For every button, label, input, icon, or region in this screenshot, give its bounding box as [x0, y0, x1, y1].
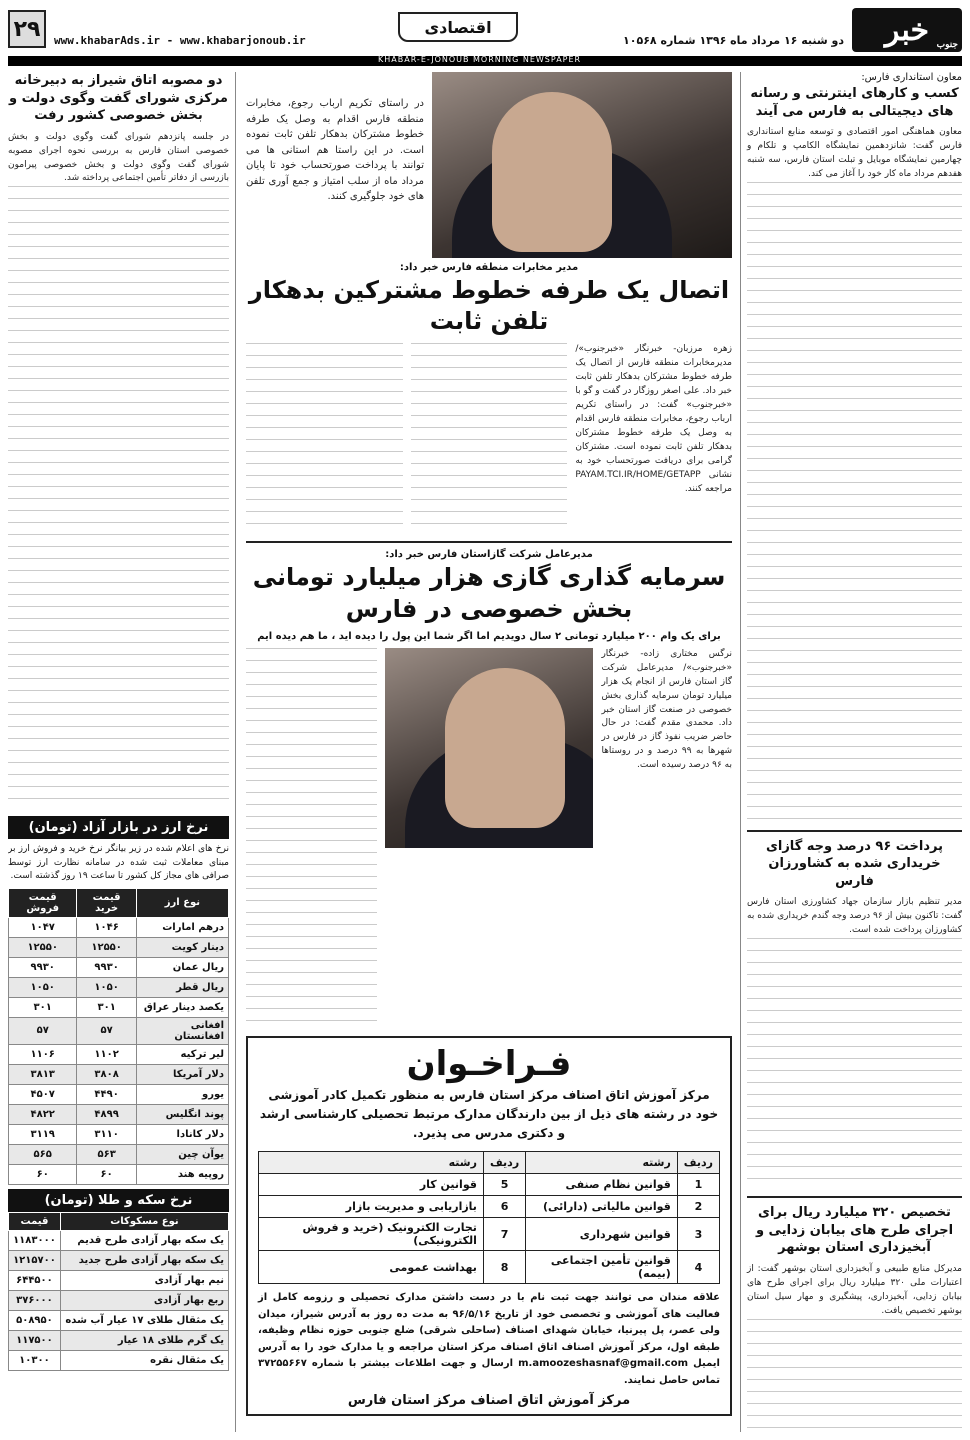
currency-name: دلار کانادا: [136, 1124, 228, 1144]
masthead: [8, 8, 962, 54]
table-header: رشته: [259, 1152, 484, 1174]
field-number: 5: [483, 1174, 525, 1196]
table-row: [9, 1017, 229, 1044]
article-body-lines: [8, 186, 229, 806]
table-row: [9, 1124, 229, 1144]
currency-name: ریال عمان: [136, 957, 228, 977]
coin-price: ۵۰۸۹۵۰: [9, 1310, 61, 1330]
article-body-column: زهره مرزبان- خبرنگار «خبرجنوب»/ مدیرمخابرات منطقه فارس از اتصال یک طرفه خطوط مشترکان بدهکار تلفن ثابت خبر داد. علی اصغر روزگار در گفت و گو با «خبرجنوب» گفت: در راستای تکریم ارباب رجوع، مخابرات منطقه فارس اقدام به وصل یک طرفه خطوط مشترکان بدهکار تلفن ثابت نموده است. مشترکان گرامی برای دریافت صورتحساب خود به نشانی PAYAM.TCI.IR/HOME/GETAPP مراجعه کنند.: [575, 344, 732, 494]
currency-buy: ۱۰۵۰: [77, 977, 136, 997]
coin-price: ۱۲۱۵۷۰۰: [9, 1250, 61, 1270]
field-number: 8: [483, 1251, 525, 1284]
field-number: 4: [677, 1251, 719, 1284]
table-header: ردیف: [677, 1152, 719, 1174]
right-column: [740, 72, 962, 1432]
currency-sell: ۳۱۱۹: [9, 1124, 77, 1144]
coin-name: یک سکه بهار آزادی طرح قدیم: [60, 1230, 228, 1250]
coin-price: ۳۷۶۰۰۰: [9, 1290, 61, 1310]
article-headline: کسب و کارهای اینترنتی و رسانه های دیجیتالی به فارس می آیند: [750, 86, 959, 119]
middle-column: [246, 72, 732, 1432]
coin-name: یک مثقال طلای ۱۷ عیار آب شده: [60, 1310, 228, 1330]
currency-buy: ۳۱۱۰: [77, 1124, 136, 1144]
photo-face: [445, 668, 565, 828]
currency-sell: ۶۰: [9, 1164, 77, 1184]
field-name: قوانین شهرداری: [526, 1218, 678, 1251]
field-name: قوانین کار: [259, 1174, 484, 1196]
issue-info: دو شنبه ۱۶ مرداد ماه ۱۳۹۶ شماره ۱۰۵۶۸: [623, 34, 844, 47]
divider: [747, 1196, 962, 1198]
field-name: قوانین مالیاتی (دارائی): [526, 1196, 678, 1218]
logo-text: خبر: [884, 12, 930, 48]
table-row: [9, 1164, 229, 1184]
coin-name: یک گرم طلای ۱۸ عیار: [60, 1330, 228, 1350]
table-header: قیمت فروش: [9, 888, 77, 917]
ad-note-end: ارسال و جهت اطلاعات بیشتر با شماره ۳۷۲۵۵۶۶۷ تماس حاصل نمایند.: [258, 1358, 720, 1386]
table-header: نوع مسکوکات: [60, 1212, 228, 1230]
currency-sell: ۱۲۵۵۰: [9, 937, 77, 957]
table-row: [9, 917, 229, 937]
field-name: بهداشت عمومی: [259, 1251, 484, 1284]
coin-name: ربع بهار آزادی: [60, 1290, 228, 1310]
article-body-lines: [747, 1319, 962, 1432]
currency-sell: ۵۶۵: [9, 1144, 77, 1164]
table-row: [9, 1104, 229, 1124]
table-row: [9, 937, 229, 957]
field-number: 7: [483, 1218, 525, 1251]
currency-buy: ۳۰۱: [77, 997, 136, 1017]
currency-name: دینار کویت: [136, 937, 228, 957]
table-row: [9, 1084, 229, 1104]
table-header: رشته: [526, 1152, 678, 1174]
table-row: [9, 1270, 229, 1290]
article-body: [246, 343, 732, 533]
table-header: قیمت: [9, 1212, 61, 1230]
coin-price: ۶۴۴۵۰۰: [9, 1270, 61, 1290]
currency-buy: ۴۴۹۰: [77, 1084, 136, 1104]
currency-note: نرخ های اعلام شده در زیر بیانگر نرخ خرید و فروش ارز بر مبنای معاملات ثبت شده در سامانه نظارت ارز توسط صرافی های مجاز کل کشور تا ساعت ۱۹ روز گذشته است.: [8, 844, 229, 882]
table-header: نوع ارز: [136, 888, 228, 917]
article-kicker: مدیر مخابرات منطقه فارس خبر داد:: [399, 262, 579, 273]
currency-sell: ۱۰۵۰: [9, 977, 77, 997]
coin-price: ۱۰۳۰۰: [9, 1350, 61, 1370]
official-photo: [432, 72, 732, 258]
section-title: اقتصادی: [398, 12, 518, 42]
table-row: [9, 1230, 229, 1250]
currency-sell: ۱۱۰۶: [9, 1044, 77, 1064]
left-column: [8, 72, 236, 1432]
logo-sub: جنوب: [936, 40, 958, 50]
field-name: قوانین نظام صنفی: [526, 1174, 678, 1196]
ad-note-text: علاقه مندان می توانند جهت ثبت نام با در دست داشتن مدارک تحصیلی و رزومه کامل از فعالیت های آموزشی و تخصصی خود از تاریخ ۹۶/۵/۱۶ به مدت ده روز به آدرس شیراز، میدان ولی عصر، پل پیرنیا، خیابان شهدای اصناف (ساحلی شرقی) ضلع جنوبی حوزه نظام وظیفه، طبقه اول، مرکز آموزش اصناف اتاق اصناف مرکز استان مراجعه و یا مدارک خود را به آدرس ایمیل: [258, 1292, 720, 1370]
currency-buy: ۱۱۰۲: [77, 1044, 136, 1064]
currency-buy: ۵۶۳: [77, 1144, 136, 1164]
divider: [747, 830, 962, 832]
currency-sell: ۳۰۱: [9, 997, 77, 1017]
coin-price: ۱۱۷۵۰۰: [9, 1330, 61, 1350]
currency-name: پوند انگلیس: [136, 1104, 228, 1124]
newspaper-logo: [852, 8, 962, 52]
article-body: معاون هماهنگی امور اقتصادی و توسعه منابع استانداری فارس گفت: شانزدهمین نمایشگاه الکامپ و تلکام و چهارمین نمایشگاه موبایل و تبلت استان فارس، سه شنبه هفدهم مرداد ماه کار خود را آغاز می کند.: [747, 127, 962, 179]
ad-note: [258, 1290, 720, 1389]
table-row: [259, 1174, 720, 1196]
article-body: در جلسه پانزدهم شورای گفت وگوی دولت و بخش خصوصی استان فارس به بررسی نحوه اجرای مصوبه شورای گفت وگوی دولت و بخش خصوصی پیرامون بازرسی از دفاتر تأمین اجتماعی پرداخته شد.: [8, 131, 229, 184]
currency-buy: ۶۰: [77, 1164, 136, 1184]
article-subkicker: برای یک وام ۲۰۰ میلیارد تومانی ۲ سال دویدیم اما اگر شما این پول را دیده اید ، ما هم دیده ایم: [257, 630, 721, 642]
field-number: 1: [677, 1174, 719, 1196]
table-row: [9, 957, 229, 977]
currency-name: لیر ترکیه: [136, 1044, 228, 1064]
gold-title: نرخ سکه و طلا (تومان): [8, 1189, 229, 1212]
manager-photo: [385, 648, 594, 848]
currency-buy: ۱۰۴۶: [77, 917, 136, 937]
table-header: قیمت خرید: [77, 888, 136, 917]
currency-name: یورو: [136, 1084, 228, 1104]
article-body: مدیر تنظیم بازار سازمان جهاد کشاورزی استان فارس گفت: تاکنون بیش از ۹۶ درصد وجه گندم خریداری شده به کشاورزان پرداخت شده است.: [747, 897, 962, 936]
site-links[interactable]: www.khabarAds.ir - www.khabarjonoub.ir: [54, 34, 306, 47]
article-body-column: نرگس مختاری زاده- خبرنگار «خبرجنوب»/ مدیرعامل شرکت گاز استان فارس از انجام یک هزار میلیارد تومان سرمایه گذاری بخش خصوصی در صنعت گاز استان خبر داد. محمدی مقدم گفت: در حال حاضر ضریب نفوذ گاز در فارس در شهرها به ۹۹ درصد و در روستاها به ۹۶ درصد رسیده است.: [601, 648, 732, 771]
currency-name: یکصد دینار عراق: [136, 997, 228, 1017]
photo-face: [492, 92, 612, 252]
table-row: [259, 1218, 720, 1251]
table-row: [259, 1251, 720, 1284]
currency-sell: ۳۸۱۳: [9, 1064, 77, 1084]
table-row: [9, 1290, 229, 1310]
currency-sell: ۱۰۴۷: [9, 917, 77, 937]
photo-caption: در راستای تکریم ارباب رجوع، مخابرات منطقه فارس اقدام به وصل یک طرفه خطوط مشترکان بدهکار تلفن ثابت نموده است. در این راستا هم استانی ها می توانند با پرداخت صورتحساب خود تا پایان مرداد ماه از سلب امتیاز و جمع آوری تلفن های خود جلوگیری کنند.: [246, 98, 424, 202]
currency-buy: ۴۸۹۹: [77, 1104, 136, 1124]
article-body-lines: [747, 182, 962, 822]
currency-buy: ۵۷: [77, 1017, 136, 1044]
table-row: [259, 1196, 720, 1218]
banner-text: KHABAR-E-JONOUB MORNING NEWSPAPER: [378, 55, 582, 64]
field-number: 3: [677, 1218, 719, 1251]
table-row: [9, 997, 229, 1017]
article-body: [246, 648, 732, 1028]
article-kicker: معاون استانداری فارس:: [861, 72, 962, 83]
table-row: [9, 1144, 229, 1164]
table-row: [9, 1044, 229, 1064]
coin-name: یک سکه بهار آزادی طرح جدید: [60, 1250, 228, 1270]
divider: [246, 541, 732, 543]
field-name: تجارت الکترونیک (خرید و فروش الکترونیکی): [259, 1218, 484, 1251]
currency-name: یوآن چین: [136, 1144, 228, 1164]
currency-buy: ۳۸۰۸: [77, 1064, 136, 1084]
ad-email-link[interactable]: m.amoozeshasnaf@gmail.com: [518, 1358, 689, 1370]
coin-price: ۱۱۸۳۰۰۰: [9, 1230, 61, 1250]
currency-name: ریال قطر: [136, 977, 228, 997]
table-row: [9, 1330, 229, 1350]
page-number: ۲۹: [8, 10, 46, 48]
field-number: 2: [677, 1196, 719, 1218]
article-headline: تخصیص ۳۲۰ میلیارد ریال برای اجرای طرح های بیابان زدایی و آبخیزداری استان بوشهر: [755, 1205, 954, 1256]
article-kicker: مدیرعامل شرکت گازاستان فارس خبر داد:: [385, 549, 593, 561]
table-row: [9, 1064, 229, 1084]
ad-signature: مرکز آموزش اتاق اصناف مرکز استان فارس: [347, 1393, 631, 1409]
field-name: قوانین تأمین اجتماعی (بیمه): [526, 1251, 678, 1284]
article-body-lines: [411, 343, 568, 533]
photo-block: [246, 72, 732, 258]
currency-sell: ۹۹۳۰: [9, 957, 77, 977]
article-body: مدیرکل منابع طبیعی و آبخیزداری استان بوشهر گفت: از اعتبارات ملی ۳۲۰ میلیارد ریال برای اجرای طرح های بیابان زدایی، آبخیزداری، پیشگیری و مهار سیل استان بوشهر تخصیص یافت.: [747, 1263, 962, 1316]
gold-table: [8, 1212, 229, 1371]
currency-name: درهم امارات: [136, 917, 228, 937]
ad-fields-table: [258, 1151, 720, 1284]
table-row: [9, 1350, 229, 1370]
article-headline: سرمایه گذاری گازی هزار میلیارد تومانی بخش خصوصی در فارس: [252, 563, 726, 623]
currency-buy: ۱۲۵۵۰: [77, 937, 136, 957]
article-headline: پرداخت ۹۶ درصد وجه گازای خریداری شده به کشاورزان فارس: [765, 838, 944, 889]
coin-name: یک مثقال نقره: [60, 1350, 228, 1370]
currency-sell: ۴۸۲۲: [9, 1104, 77, 1124]
table-row: [9, 1310, 229, 1330]
currency-sell: ۴۵۰۷: [9, 1084, 77, 1104]
article-body-lines: [246, 343, 403, 533]
currency-title: نرخ ارز در بازار آزاد (تومان): [8, 816, 229, 839]
ad-intro: مرکز آموزش اتاق اصناف مرکز استان فارس به منظور تکمیل کادر آموزشی خود در رشته های ذیل از بین دارندگان مدارک مرتبط تحصیلی کارشناسی ارشد و دکتری مدرس می پذیرد.: [259, 1087, 719, 1141]
currency-name: افغانی افغانستان: [136, 1017, 228, 1044]
coin-name: نیم بهار آزادی: [60, 1270, 228, 1290]
table-header: ردیف: [483, 1152, 525, 1174]
currency-name: دلار آمریکا: [136, 1064, 228, 1084]
banner-strip: [8, 56, 962, 66]
table-row: [9, 1250, 229, 1270]
recruitment-ad: [246, 1036, 732, 1417]
field-name: بازاریابی و مدیریت بازار: [259, 1196, 484, 1218]
table-row: [9, 977, 229, 997]
article-headline: دو مصوبه اتاق شیراز به دبیرخانه مرکزی شورای گفت وگوی دولت و بخش خصوصی کشور رفت: [9, 73, 228, 124]
article-body-lines: [747, 938, 962, 1188]
field-number: 6: [483, 1196, 525, 1218]
ad-title: فـراخـوان: [406, 1043, 572, 1084]
currency-buy: ۹۹۳۰: [77, 957, 136, 977]
article-headline: اتصال یک طرفه خطوط مشترکین بدهکار تلفن ثابت: [248, 276, 730, 336]
currency-table: [8, 888, 229, 1185]
article-body-lines: [246, 648, 377, 1028]
currency-name: روپیه هند: [136, 1164, 228, 1184]
currency-sell: ۵۷: [9, 1017, 77, 1044]
